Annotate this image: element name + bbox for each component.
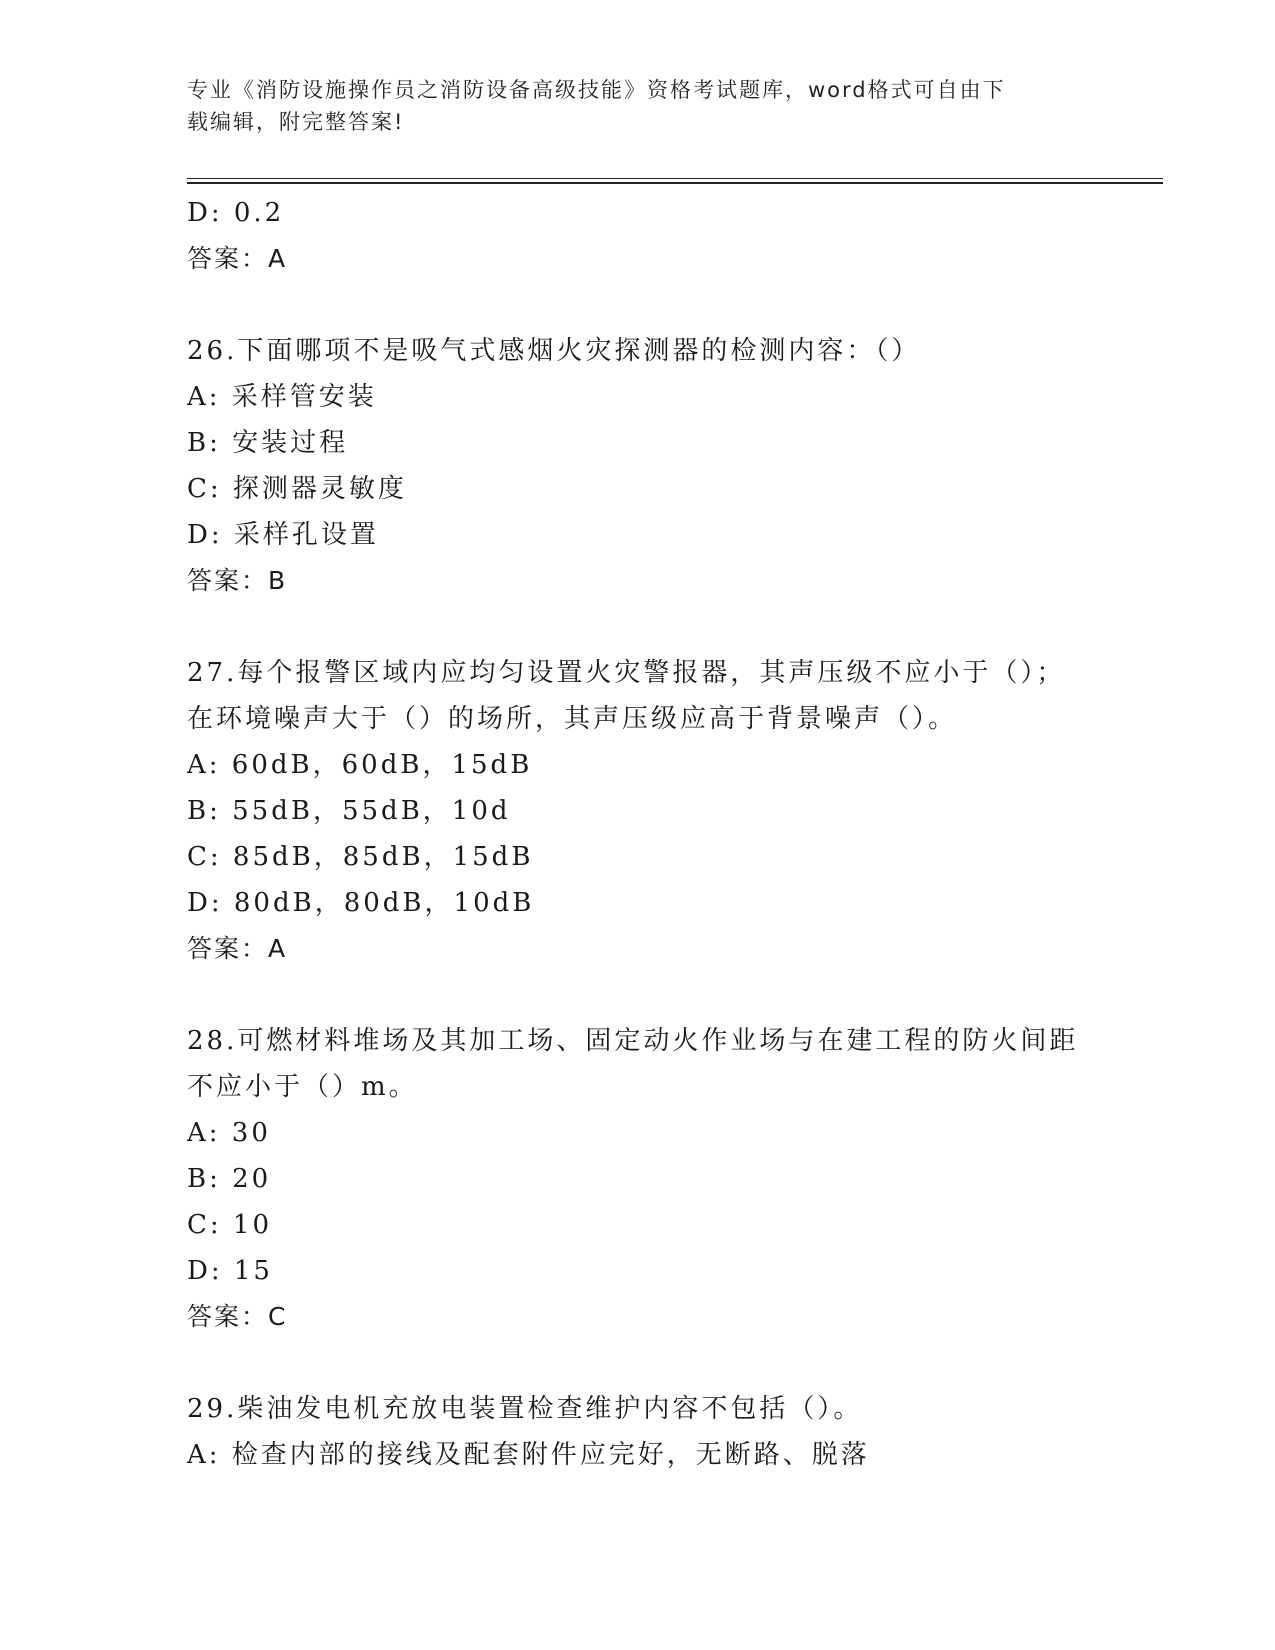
option-a: A: 30 [187,1118,271,1148]
option-d: D: 采样孔设置 [187,520,379,550]
option-b: B: 55dB，55dB，10d [187,796,511,826]
option-d: D: 0.2 [187,198,285,228]
question-stem: 28.可燃材料堆场及其加工场、固定动火作业场与在建工程的防火间距 [187,1026,1079,1056]
header-divider-thick [187,182,1163,184]
answer-line: 答案：A [187,244,288,273]
option-d: D: 80dB，80dB，10dB [187,888,535,918]
spacer [187,972,1087,1018]
answer-line: 答案：B [187,566,288,595]
question-stem: 26.下面哪项不是吸气式感烟火灾探测器的检测内容：（） [187,336,921,366]
option-a: A: 检查内部的接线及配套附件应完好，无断路、脱落 [187,1440,870,1470]
option-c: C: 85dB，85dB，15dB [187,842,534,872]
option-a: A: 60dB，60dB，15dB [187,750,533,780]
option-b: B: 安装过程 [187,428,349,458]
question-27 [187,650,1087,972]
header-line-1: 专业《消防设施操作员之消防设备高级技能》资格考试题库，word格式可自由下 [187,78,1006,102]
option-a: A: 采样管安装 [187,382,377,412]
option-d: D: 15 [187,1256,273,1286]
question-list [187,190,1087,1478]
question-stem: 29.柴油发电机充放电装置检查维护内容不包括（）。 [187,1394,863,1424]
option-c: C: 10 [187,1210,273,1240]
option-c: C: 探测器灵敏度 [187,474,407,504]
question-29 [187,1386,1087,1478]
header-divider-thin [187,178,1163,179]
question-stem-continued: 在环境噪声大于（）的场所，其声压级应高于背景噪声（）。 [187,704,958,734]
spacer [187,282,1087,328]
answer-line: 答案：A [187,934,288,963]
spacer [187,604,1087,650]
question-28 [187,1018,1087,1340]
header-line-2: 载编辑，附完整答案! [187,110,405,134]
question-stem: 27.每个报警区域内应均匀设置火灾警报器，其声压级不应小于（）； [187,658,1066,688]
question-26 [187,328,1087,604]
spacer [187,1340,1087,1386]
question-stem-continued: 不应小于（）m。 [187,1072,418,1102]
answer-line: 答案：C [187,1302,288,1331]
option-b: B: 20 [187,1164,272,1194]
document-header [187,74,1087,138]
